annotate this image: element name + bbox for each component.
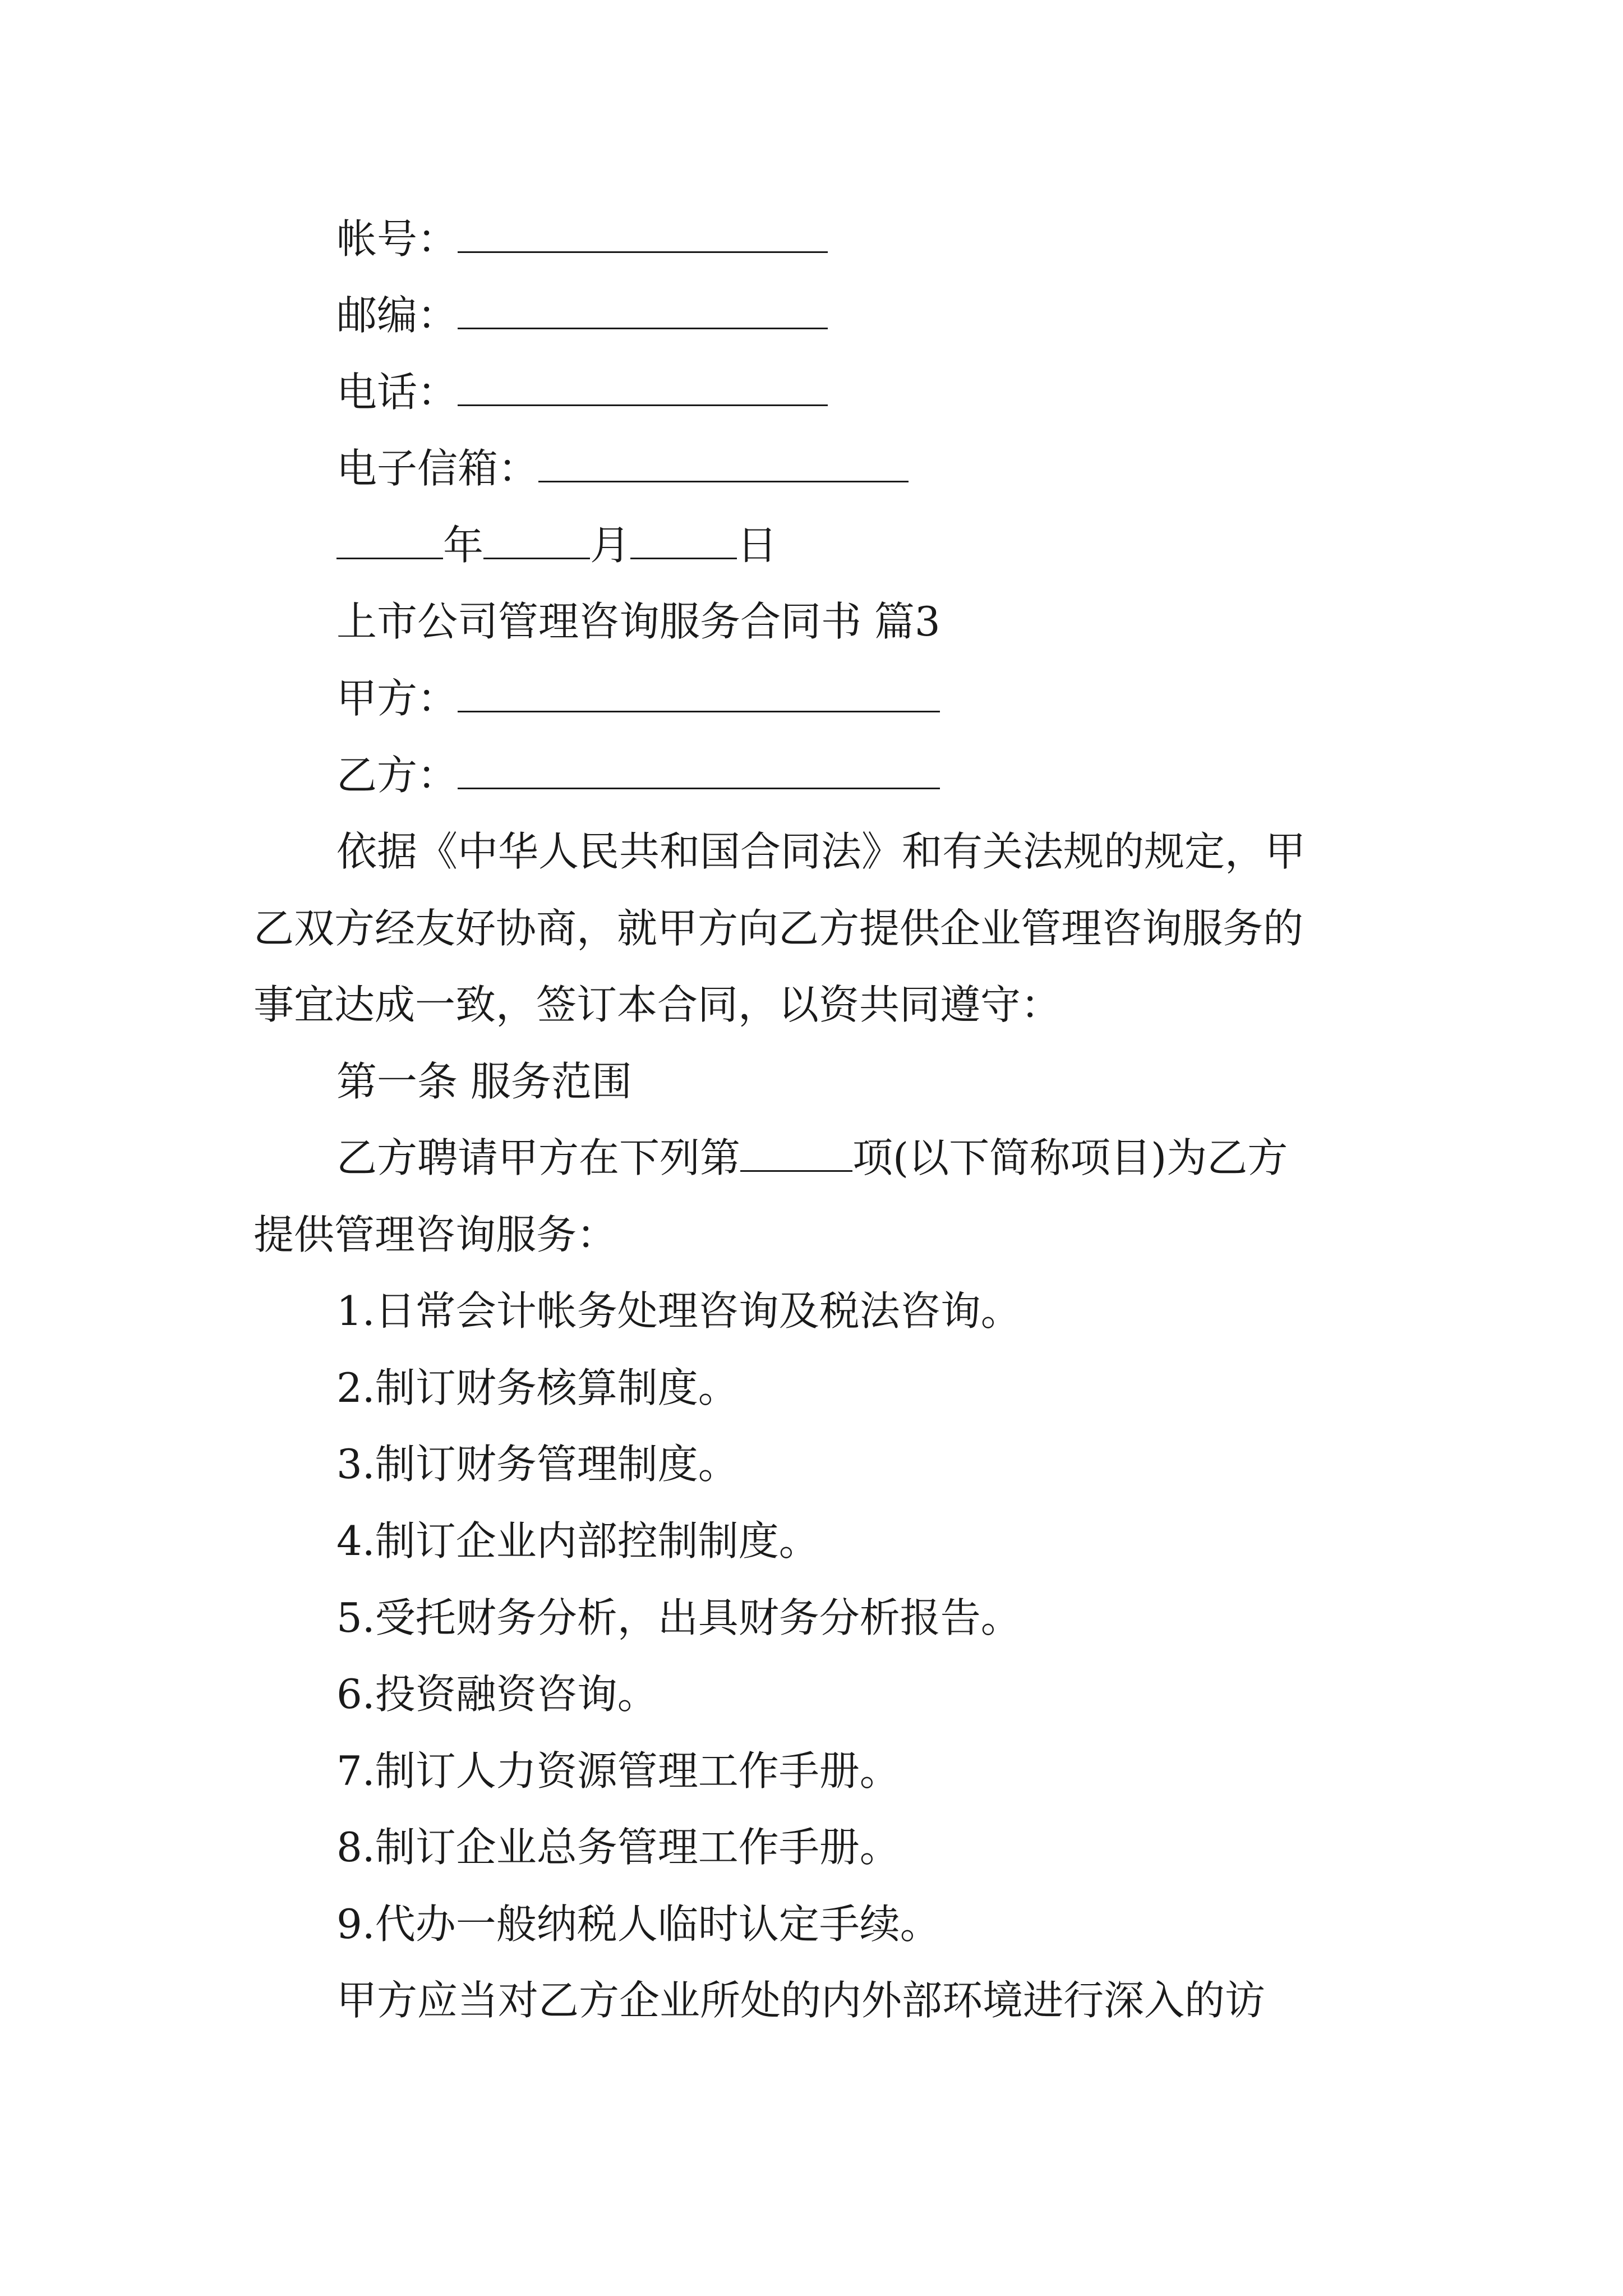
date-row: [336, 518, 777, 572]
list-item: 7.制订人力资源管理工作手册。: [336, 1747, 900, 1795]
party-b-row: [336, 748, 940, 802]
party-a-blank: [458, 678, 940, 712]
list-item: 4.制订企业内部控制制度。: [336, 1517, 819, 1565]
account-label: 帐号：: [336, 215, 458, 263]
list-item: 6.投资融资咨询。: [336, 1671, 658, 1718]
party-b-blank: [458, 755, 940, 789]
section-title: 上市公司管理咨询服务合同书 篇3: [336, 598, 940, 645]
account-row: [336, 212, 828, 266]
article-1-heading: 第一条 服务范围: [336, 1058, 632, 1105]
list-item: 9.代办一般纳税人临时认定手续。: [336, 1901, 940, 1948]
day-blank: [630, 525, 737, 559]
party-a-row: [336, 671, 940, 725]
month-label: 月: [590, 522, 631, 569]
scope-text-after: 项(以下简称项目)为乙方: [852, 1134, 1288, 1181]
phone-label: 电话：: [336, 369, 458, 416]
list-item: 1.日常会计帐务处理咨询及税法咨询。: [336, 1287, 1021, 1335]
account-blank: [458, 219, 828, 253]
phone-row: [336, 365, 828, 419]
list-item: 5.受托财务分析，出具财务分析报告。: [336, 1594, 1021, 1641]
phone-blank: [458, 372, 828, 406]
email-label: 电子信箱：: [336, 445, 539, 492]
list-item: 8.制订企业总务管理工作手册。: [336, 1824, 900, 1871]
list-item: 2.制订财务核算制度。: [336, 1364, 739, 1411]
postcode-blank: [458, 295, 828, 329]
email-blank: [538, 448, 909, 482]
party-a-label: 甲方：: [336, 675, 458, 722]
party-b-label: 乙方：: [336, 752, 458, 799]
closing-line: 甲方应当对乙方企业所处的内外部环境进行深入的访: [336, 1977, 1266, 2024]
email-row: [336, 441, 909, 495]
day-label: 日: [737, 522, 778, 569]
intro-line-2: 乙双方经友好协商，就甲方向乙方提供企业管理咨询服务的: [253, 905, 1304, 952]
postcode-label: 邮编：: [336, 292, 458, 339]
intro-line-1: 依据《中华人民共和国合同法》和有关法规的规定，甲: [336, 828, 1306, 875]
intro-line-3: 事宜达成一致，签订本合同，以资共同遵守：: [253, 981, 1062, 1028]
scope-line-2: 提供管理咨询服务：: [253, 1211, 617, 1258]
item-number-blank: [740, 1138, 852, 1172]
year-blank: [336, 525, 443, 559]
list-item: 3.制订财务管理制度。: [336, 1441, 739, 1488]
postcode-row: [336, 288, 828, 342]
scope-line-1: [336, 1131, 1288, 1185]
year-label: 年: [443, 522, 484, 569]
month-blank: [483, 525, 590, 559]
scope-text-before: 乙方聘请甲方在下列第: [336, 1134, 741, 1181]
